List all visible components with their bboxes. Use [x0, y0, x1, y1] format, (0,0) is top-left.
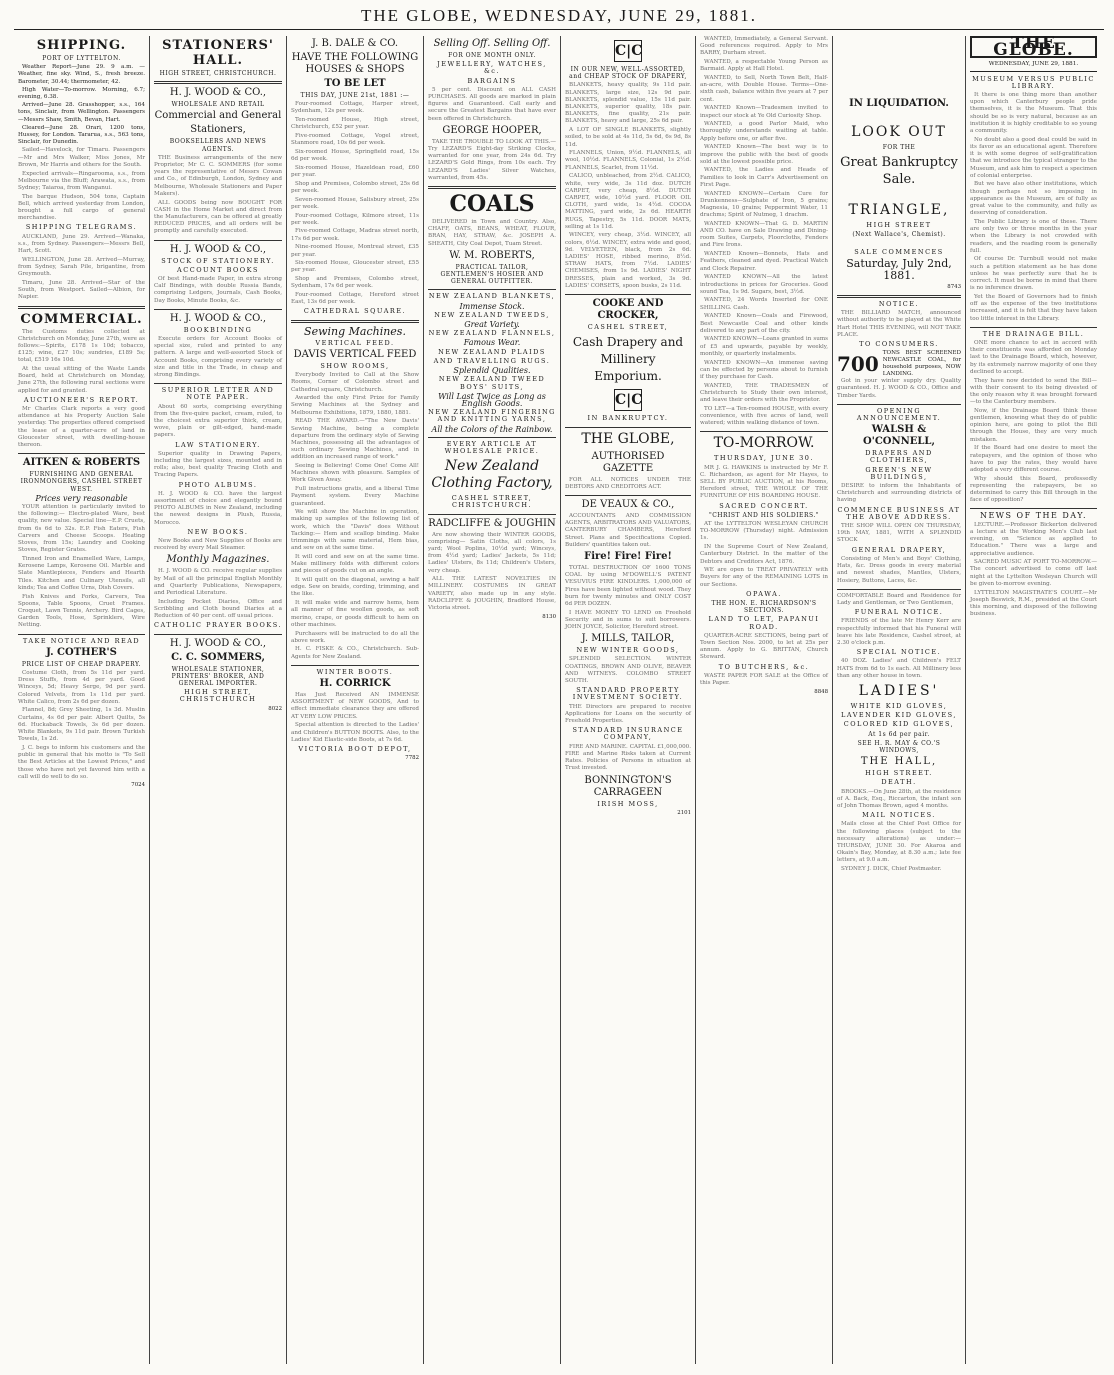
editorial-date: WEDNESDAY, JUNE 29, 1881.	[970, 61, 1097, 71]
ad-number: 8130	[542, 613, 556, 620]
opening-announcement: OPENING ANNOUNCEMENT.	[856, 406, 942, 423]
mills-text: SPLENDID SELECTION. WINTER COATINGS, BROWN AND OLIVE, BEAVER AND WITNEYS. COLOMBO STREET SOUTH.	[565, 656, 691, 685]
jewellery: JEWELLERY, WATCHES, &c.	[437, 60, 547, 76]
drainage-text: ONE more chance to act in accord with their constituents was afforded on Monday last to the Drainage Board, which, however, by its extremely narrow majority of one they declined to accept. They have now decided to send the Bill—with their consent to its being divested of the only reason why it was brought forward—to the Canterbury members. Now, if the Drainage Board think these gentlemen, knowing what they do of public opinion here, are going to pilot the Bill through the House, they are very much mistaken. If the Board had one desire to meet the ratepayers, and the opinion of those who have to pay the rates, they would have adopted a very different course. Why should this Board, professedly representing the ratepayers, be so determined to carry this Bill through in the face of opposition?	[970, 340, 1097, 504]
mail-text: Mails close at the Chief Post Office for the following places (subject to the necessary alterations) as under:— THURSDAY, JUNE 30. For Akaroa and Okain's Bay, Monday, at 8.30 a.m.; late fee letters, at 9.0 a.m. SYDNEY J. DICK, Chief Postmaster.	[837, 821, 961, 873]
great-variety: Great Variety.	[464, 320, 520, 330]
in-bankruptcy: IN BANKRUPTCY.	[587, 414, 669, 423]
column-stationers	[150, 36, 287, 1364]
carrageen: BONNINGTON'S CARRAGEEN	[584, 774, 672, 798]
divider	[18, 306, 145, 309]
superior-text: About 60 sorts, comprising everything from the five-quire packet, cream, ruled, to the choicest extra superior thick, cream, wove, plain or gilt-edged, hand-made papers.	[154, 403, 282, 439]
sommers-sub: WHOLESALE STATIONER, PRINTERS' BROKER, AND GENERAL IMPORTER.	[171, 665, 265, 687]
commence-business: COMMENCE BUSINESS AT THE ABOVE ADDRESS.	[837, 505, 961, 521]
bookbinding: BOOKBINDING	[183, 325, 253, 334]
museum-text: It there is one thing more than another upon which Canterbury people pride themselves, it is the Museum. That this should be so is very natural, because as an institution it is highly creditable to so young a community. No doubt also a good deal could be said in its favor as an educational agent. Therefore it is with some degree of self-gratification that we introduce the typical stranger to the Museum, and ask him to respect a specimen of colonial enterprise. But we have also other institutions, which though perhaps not so imposing in appearance as the Museum, are of fully as great value to the community, and fully as deserving of consideration. The Public Library is one of these. There are only two or three months in the year when the Library is not crowded with readers, and the reading room is generally full. Of course Dr. Turnbull would not make such a petition statement as he has done unless he was perfectly sure that he is correct. It must be borne in mind that there is no inference drawn. Yet the Board of Governors had to finish off as the expense of the two institutions increased, and it is felt that they have taken too little interest in the Library.	[970, 92, 1097, 322]
stationers-text: THE Business arrangements of the new Proprietor, Mr C. C. SOMMERS (for some years the representative of Messrs Cowan and Co., of Edinburgh, London, Sydney and Melbourne, Wholesale Stationers and Paper Makers). ALL GOODS being now BOUGHT FOR CASH in the Home Market and direct from the Manufacturers, can be offered at greatly REDUCED PRICES, and all orders will be promptly and carefully executed.	[154, 154, 282, 235]
monthly-magazines: Monthly Magazines.	[166, 554, 270, 566]
divider	[970, 508, 1097, 509]
wholesale-price: EVERY ARTICLE AT WHOLESALE PRICE.	[444, 439, 540, 455]
fingering-yarns: NEW ZEALAND FINGERING AND KNITTING YARNS,	[428, 408, 556, 424]
ad-number: 7024	[131, 782, 145, 789]
telegram-text: AUCKLAND, June 29. Arrived—Wanaka, s.s., from Sydney. Passengers—Messrs Bell, Hart, Scott. WELLINGTON, June 28. Arrived—Murray, from Sydney, Sarah Pile, brigantine, from Greymouth. Timaru, June 28. Arrived—Star of the South, from Westport. Sailed—Albion, for Napier.	[18, 233, 145, 301]
divider	[970, 327, 1097, 328]
divider	[837, 404, 961, 405]
greens-buildings: GREEN'S NEW BUILDINGS,	[865, 465, 933, 481]
ad-number: 8848	[814, 688, 828, 695]
drainage-heading: THE DRAINAGE BILL.	[982, 329, 1085, 338]
column-dale	[287, 36, 424, 1364]
divider	[154, 634, 282, 635]
splendid-qualities: Splendid Qualities.	[453, 366, 531, 376]
notice: NOTICE.	[878, 300, 920, 309]
standard-insurance: STANDARD INSURANCE COMPANY,	[572, 726, 684, 742]
divider	[18, 634, 145, 635]
nz-tweeds: NEW ZEALAND TWEEDS,	[434, 310, 550, 319]
globe-title-box	[970, 36, 1097, 61]
nz-plaids: NEW ZEALAND PLAIDS	[438, 347, 546, 356]
coal-text: TONS BEST SCREENED NEWCASTLE COAL, for household purposes, NOW LANDING.	[882, 350, 961, 378]
great-bankruptcy-sale: Great Bankruptcy Sale.	[840, 155, 958, 188]
port-heading: PORT OF LYTTELTON.	[42, 55, 121, 62]
gazette-text: FOR ALL NOTICES UNDER THE DEBTORS AND CREDITORS ACT.	[565, 476, 691, 490]
law-stationery: LAW STATIONERY.	[175, 440, 261, 449]
aitken-roberts: AITKEN & ROBERTS	[22, 457, 141, 469]
hooper: GEORGE HOOPER,	[442, 124, 542, 136]
column-shipping	[14, 36, 150, 1364]
bargains: BARGAINS	[467, 76, 517, 85]
opawa: OPAWA.	[746, 589, 782, 598]
nz-flannels: NEW ZEALAND FLANNELS,	[428, 329, 556, 338]
immense-stock: Immense Stock.	[459, 301, 525, 311]
coals-text: DELIVERED in Town and Country. Also, CHAFF, OATS, BEANS, WHEAT, FLOUR, BRAN, HAY, STRAW, &c. JOSEPH A. SHEATH, City Coal Depot, Tuam Street.	[428, 219, 556, 247]
special-text: 40 DOZ. Ladies' and Children's FELT HATS from 6d to 1s each. All Millinery less than any other house in town.	[837, 658, 961, 679]
cleared: Cleared—June 28. Orari, 1200 tons, Hussey, for London. Tararua, s.s., 563 tons, Sinclair, for Dunedin.	[18, 124, 145, 146]
divider	[837, 589, 961, 590]
column-wanted	[696, 36, 833, 1364]
photo-text: H. J. WOOD & CO. have the largest assortment of choice and elegantly bound PHOTO ALBUMS in New Zealand, including the newest designs in Plush, Russia, Morocco.	[154, 490, 282, 526]
special-notice: SPECIAL NOTICE.	[856, 648, 942, 657]
firm-line1: Commercial and General	[154, 110, 282, 122]
comfortable-text: COMFORTABLE Board and Residence for Lady and Gentleman, or Two Gentlemen,	[837, 592, 961, 606]
new-books: NEW BOOKS.	[187, 527, 249, 536]
authorised-gazette: AUTHORISED GAZETTE	[591, 450, 665, 474]
vertical-feed: VERTICAL FEED.	[315, 338, 395, 347]
divider	[565, 427, 691, 428]
shipping-heading: SHIPPING.	[36, 38, 127, 53]
masthead: THE GLOBE, WEDNESDAY, JUNE 29, 1881.	[14, 6, 1104, 30]
for-the: FOR THE	[882, 144, 916, 151]
spacer	[837, 36, 961, 96]
houses-heading: HAVE THE FOLLOWING HOUSES & SHOPS	[291, 52, 419, 75]
commercial-text: The Customs duties collected at Christchurch on Monday, June 27th, were as follows:—Spirits, £178 1s 10d; tobacco, £125; wine, £27 10s; sundries, £189 5s; total, £519 16s 10d. At the usual sitting of the Waste Lands Board, held at Christchurch on Monday, June 27th, the following rural sections were applied for and granted.	[18, 328, 145, 394]
high-street: HIGH STREET	[866, 221, 932, 230]
nz-blankets: NEW ZEALAND BLANKETS,	[428, 292, 556, 301]
to-morrow: TO-MORROW.	[713, 435, 815, 452]
shipping-text: Sailed—Havelock, for Timaru. Passengers—Mr and Mrs Walker, Miss Jones, Mr Brown, Mr Harris and others for the South. Expected arrivals—Ringarooma, s.s., from Melbourne via the Bluff; Arawata, s.s., from Sydney; Taiaroa, from Wanganui. The barque Hudson, 504 tons, Captain Bell, which arrived yesterday from London, brought a full cargo of general merchandise.	[18, 147, 145, 222]
weather-report: Weather Report—June 29. 9 a.m. — Weather, fine sky. Wind, S., fresh breeze. Barometer, 30.44; thermometer, 42.	[18, 64, 145, 85]
famous-wear: Famous Wear.	[463, 338, 521, 348]
walsh-oconnell: WALSH & O'CONNELL,	[863, 424, 935, 448]
the-globe-ad: THE GLOBE,	[581, 430, 675, 447]
butchers-text: WASTE PAPER FOR SALE at the Office of this Paper.	[700, 672, 828, 687]
winter-boots: WINTER BOOTS.	[316, 667, 394, 676]
superior-paper: SUPERIOR LETTER AND NOTE PAPER.	[161, 386, 275, 402]
divider	[428, 437, 556, 438]
coal-filler: Got in your winter supply dry. Quality guaranteed. H. J. WOOD & CO., Office and Timber Yards.	[837, 378, 961, 399]
sacred-concert: SACRED CONCERT.	[719, 501, 809, 510]
radcliffe: RADCLIFFE & JOUGHIN	[428, 517, 556, 529]
column-liquidation	[833, 36, 966, 1364]
law-text: Superior quality in Drawing Papers, including the largest sizes, mounted and in rolls; also, best quality Tracing Cloth and Tracing Papers.	[154, 450, 282, 479]
standard-society: STANDARD PROPERTY INVESTMENT SOCIETY.	[572, 686, 684, 702]
death-text: BROOKS.—On June 28th, at the residence of A. Back, Esq., Riccarton, the infant son of John Thomas Brown, aged 4 months.	[837, 788, 961, 809]
sale-commences: SALE COMMENCES	[854, 247, 944, 256]
in-liquidation: IN LIQUIDATION.	[849, 98, 949, 109]
selling-off: Selling Off. Selling Off.	[433, 38, 551, 49]
corrick: H. CORRICK	[319, 678, 391, 690]
new-winter-goods: NEW WINTER GOODS,	[576, 646, 680, 655]
the-hall: THE HALL,	[860, 756, 938, 768]
fire-fire: Fire! Fire! Fire!	[584, 550, 672, 562]
mills-tailor: J. MILLS, TAILOR,	[581, 633, 675, 645]
hooper-text: 5 per cent. Discount on ALL CASH PURCHASES. All goods are marked in plain figures and Guaranteed. Call early and secure the Greatest Bargains that have ever been offered in Christchurch.	[428, 86, 556, 122]
cother-text: Costume Cloth, from 5s 11d per yard. Dress Stuffs, from 4d per yard. Good Winceys, 5d; Heavy Serge, 9d per yard. Colored Velvets, from 1s 11d per yard. White Calico, from 2s 6d per dozen. Flannel, 8d; Grey Sheeting, 1s 3d. Muslin Curtains, 4s 6d per pair. Albert Quilts, 5s 6d. Huckaback Towels, 3s 6d per dozen. White Blankets, 9s 11d pair. Brown Turkish Towels, 1s 2d. J. C. begs to inform his customers and the public in general that his motto is "To Sell the Best Articles at the Lowest Prices," and those who have not yet favored him with a call will do well to do so.	[18, 669, 145, 780]
davis-vertical-feed: DAVIS VERTICAL FEED	[293, 348, 417, 360]
firm-line2: Stationers,	[190, 124, 246, 136]
land-to-let: LAND TO LET, PAPANUI ROAD.	[708, 615, 820, 631]
bookbinding-text: Execute orders for Account Books of special size, ruled and printed to any pattern. A large and well-assorted Stock of Account Books, comprising every variety of size and title in the Trade, in cheap and strong Bindings.	[154, 335, 282, 378]
tons-count: 700	[837, 351, 879, 376]
commercial-heading: COMMERCIAL.	[20, 311, 143, 327]
drapers-clothiers: DRAPERS AND CLOTHIERS,	[865, 449, 933, 465]
price-per-pair: At 1s 6d per pair.	[868, 730, 930, 738]
to-butchers: TO BUTCHERS, &c.	[718, 662, 810, 671]
walsh-text2: THE SHOP WILL OPEN ON THURSDAY, 19th MAY, 1881, WITH A SPLENDID STOCK	[837, 523, 961, 544]
christ-soldiers: "CHRIST AND HIS SOLDIERS."	[708, 511, 820, 519]
sale-text: MR J. G. HAWKINS is instructed by Mr F. C. Richardson, as agent for Mr Hayes, to SELL BY PUBLIC AUCTION, at his Rooms, Hereford street, THE WHOLE OF THE FURNITURE OF HIS BOARDING HOUSE.	[700, 464, 828, 500]
death: DEATH.	[881, 778, 917, 787]
well-assorted: IN OUR NEW, WELL-ASSORTED, and CHEAP STOCK OF DRAPERY,	[569, 66, 687, 81]
cc-logo-text: C|C	[614, 389, 642, 411]
aitken-sub: FURNISHING AND GENERAL IRONMONGERS, CASHEL STREET WEST.	[20, 471, 143, 493]
walsh-text: DESIRE to inform the Inhabitants of Christchurch and surrounding districts of having	[837, 483, 961, 504]
next-wallace: (Next Wallace's, Chemist).	[852, 231, 946, 239]
divider	[700, 431, 828, 432]
magazine-text: H. J. WOOD & CO. receive regular supplies by Mail of all the principal English Monthly and Quarterly Publications, Newspapers, and Periodical Literature. Including Pocket Diaries, Office and Scribbling and Cloth bound Diaries at a Reduction of 40 per cent. off usual prices.	[154, 568, 282, 620]
boys-suits: NEW ZEALAND TWEED BOYS' SUITS,	[438, 375, 546, 391]
aitken-text: YOUR attention is particularly invited to the following:— Electro-plated Ware, best quality, new value. Special line—E.P. Cruets, from 6s 6d to 32s. E.P. Fish Eaters, Fish Carvers and Cheese Scoops. Heating Stoves, from 15s; Laundry and Cooking Stoves, Register Grates. Tinned Iron and Enamelled Ware, Lamps, Kerosene Lamps, Kerosene Oil. Marble and Slate Mantlepieces, Fenders and Hearth Tiles. Kitchen and Culinary Utensils, all kinds; Tea and Coffee Urns, Dish Covers. Fish Knives and Forks, Carvers, Tea Spoons, Table Spoons, Cruet Frames. Croquet, Lawn Tennis, Archery. Bird Cages, Garden Tools, Hose, Sprinklers, Wire Netting.	[18, 504, 145, 629]
take-notice: TAKE NOTICE AND READ	[22, 636, 141, 645]
cash-drapery: Cash Drapery and Millinery Emporium.	[572, 335, 684, 384]
divider	[291, 665, 419, 666]
walsh-text3: Consisting of Men's and Boys' Clothing, Hats, &c. Dress goods in every material and newest shades, Mantles, Ulsters, Hosiery, Buttons, Laces, &c.	[837, 555, 961, 584]
museum-heading: MUSEUM VERSUS PUBLIC LIBRARY.	[972, 74, 1095, 90]
column-selling-off	[424, 36, 561, 1364]
hall-address: HIGH STREET.	[865, 769, 933, 778]
divider	[565, 495, 691, 496]
sewing-text: Everybody Invited to Call at the Show Rooms, Corner of Colombo street and Cathedral square, Christchurch. Awarded the only First Prize for Family Sewing Machines at the Sydney and Melbourne Exhibitions, 1879, 1880, 1881. READ THE AWARD.—"The New Davis' Sewing Machine, being a complete departure from the ordinary style of Sewing Machines, possessing all the advantages of such ordinary Sewing Machines, and in addition an increased range of work." Seeing is Believing! Come One! Come All! Machines shown with pleasure. Samples of Work Given Away. Full instructions gratis, and a liberal Time Payment system. Every Machine guaranteed. We will show the Machine in operation, making up samples of the following list of work, which the "Davis" does Without Tacking:— Hem and scallop binding. Make trimmings with same material, Hem bias, and sew on at the same time. It will cord and sew on at the same time. Make millinery folds with different colors and pieces of goods cut on an angle. It will quilt on the diagonal, sewing a half edge. Sew on braids, cording, trimming, and the like. It will make wide and narrow hems, hem all manner of fine woollen goods, as soft merino, crape, or goods difficult to hem on other machines. Purchasers will be instructed to do all the above work. H. C. FISKE & CO., Christchurch. Sub-Agents for New Zealand.	[291, 372, 419, 660]
travelling-rugs: AND TRAVELLING RUGS.	[433, 356, 551, 365]
books-text: New Books and New Supplies of Books are received by every Mail Steamer.	[154, 538, 282, 552]
prices-note: Prices very reasonable	[35, 493, 128, 503]
divider	[18, 453, 145, 454]
thursday-date: THURSDAY, JUNE 30.	[714, 454, 814, 463]
irish-moss: IRISH MOSS,	[597, 799, 659, 808]
firm-name: H. J. WOOD & CO.,	[169, 312, 267, 324]
divider	[154, 81, 282, 84]
dale-heading: J. B. DALE & CO.	[311, 38, 399, 49]
houses-list: Four-roomed Cottage, Harper street, Sydenham, 12s per week. Ten-roomed House, High street, Christchurch, £52 per year. Five-roomed Cottage, Vogel street, Stanmore road, 10s 6d per week. Six-roomed House, Springfield road, 15s 6d per week. Six-roomed House, Hazeldean road, £60 per year. Shop and Premises, Colombo street, 25s 6d per week. Seven-roomed House, Salisbury street, 25s per week. Four-roomed Cottage, Kilmore street, 11s per week. Five-roomed Cottage, Madras street north, 17s 6d per week. Nine-roomed House, Montreal street, £35 per year. Six-roomed House, Gloucester street, £55 per year. Shop and Premises, Colombo street, Sydenham, 17s 6d per week. Four-roomed Cottage, Hereford street East, 13s 6d per week.	[291, 101, 419, 306]
divider	[837, 295, 961, 298]
fire-text: TOTAL DESTRUCTION OF 1600 TONS COAL by using M'DOWELL'S PATENT VESUVIUS FIRE KINDLERS. 1,000,000 of Fires have been lighted without wood. They burn for twenty minutes and ONLY COST 6d PER DOZEN. I HAVE MONEY TO LEND on Freehold Security and in sums to suit borrowers. JOHN JOYCE, Solicitor, Hereford street.	[565, 564, 691, 631]
colored-kid-gloves: COLORED KID GLOVES,	[843, 720, 955, 729]
sommers-address: HIGH STREET, CHRISTCHURCH	[179, 688, 257, 704]
divider	[428, 186, 556, 189]
corrick-text: Has Just Received AN IMMENSE ASSORTMENT of NEW GOODS, And to effect immediate clearance they are offered AT VERY LOW PRICES. Special attention is directed to the Ladies' and Children's BUTTON BOOTS. Also, to the Ladies' Kid Elastic-side Boots, at 7s 6d.	[291, 692, 419, 743]
victoria-boot-depot: VICTORIA BOOT DEPOT,	[298, 744, 412, 753]
drapery-list: BLANKETS, heavy quality, 9s 11d pair. BLANKETS, large size, 12s 9d pair. BLANKETS, splendid value, 15s 11d pair. BLANKETS, superior quality, 18s pair. BLANKETS, fine quality, 21s pair. BLANKETS, heavy and large, 25s 6d pair. A LOT OF SINGLE BLANKETS, slightly soiled, to be sold at 4s 11d, 5s 6d, 6s 9d, 8s 11d. FLANNELS, Union, 9½d. FLANNELS, all wool, 10½d. FLANNELS, Colonial, 1s 2½d. FLANNELS, Scarlet, from 11½d. CALICO, unbleached, from 2½d. CALICO, white, very wide, 3s 11d doz. DUTCH CARPET, very cheap, 8½d. DUTCH CARPET, wide, 10½d yard. FLOOR OIL CLOTH, yard wide, 1s 4½d. COCOA MATTING, yard wide, 2s 6d. HEARTH RUGS, Tapestry, 5s 11d. DOOR MATS, selling at 1s 11d. WINCEY, very cheap, 3½d. WINCEY, all colors, 6½d. WINCEY, extra wide and good, 9d. VELVETEEN, black, from 2s 6d. LADIES' HOSE, ribbed merino, 8½d. STRAW HATS, from 7½d. LADIES' CHEMISES, from 1s 9d. LADIES' NIGHT DRESSES, plain and worked, 3s 9d. LADIES' CORSETS, spoon busks, 2s 11d.	[565, 82, 691, 289]
cashel-street: CASHEL STREET,	[587, 323, 669, 332]
column-editorial	[966, 36, 1101, 1364]
account-text: Of best Hand-made Paper, in extra strong Calf Bindings, with double Russia Bands, comprising Ledgers, Journals, Cash Books, Day Books, Minute Books, &c.	[154, 275, 282, 304]
arrived: Arrived—June 28. Grasshopper, s.s., 164 tons, Sinclair, from Wellington. Passengers—Messrs Shaw, Smith, Bevan, Hart.	[18, 102, 145, 123]
ad-number: 8743	[947, 283, 961, 290]
stationers-heading: STATIONERS' HALL.	[162, 38, 274, 68]
one-month: FOR ONE MONTH ONLY.	[448, 52, 536, 59]
wanted-ads: WANTED, Immediately, a General Servant. Good references required. Apply to Mrs BARRY, Durham street. WANTED, a respectable Young Person as Barmaid. Apply at Hall Hotel. WANTED, to Sell, North Town Belt, Half-an-acre, with Double House. Terms—One-sixth cash, balance within five years at 7 per cent. WANTED Known—Tradesmen invited to inspect our stock at Ye Old Curiosity Shop. WANTED, a good Parlor Maid, who thoroughly understands waiting at table. Apply before one, or after five. WANTED Known—The best way is to improve the public with the best of goods sold at the lowest possible price. WANTED, the Ladies and Heads of Families to look in Carr's Advertisement on First Page. WANTED KNOWN—Certain Cure for Drunkenness—Sulphate of Iron, 5 grains; Magnesia, 10 grains; Peppermint Water, 11 drachms; Spirit of Nutmeg, 1 drachm. WANTED KNOWN—That G. D. MARTIN AND CO. have on Sale Drawing and Dining-room Suites, Carpets, Floorcloths, Fenders and Fire Irons. WANTED Known—Bonnets, Hats and Feathers, cleaned and dyed. Practical Watch and Clock Repairer. WANTED KNOWN—All the latest introductions in prices for Groceries. Good sound Tea, 1s 9d. Sugars, best, 3½d. WANTED, 24 Words Inserted for ONE SHILLING. Cash. WANTED Known—Coals and Firewood, Best Newcastle Coal and other kinds delivered to any part of the city. WANTED KNOWN—Loans granted in sums of £5 and upwards, payable by weekly, monthly, or quarterly instalments. WANTED KNOWN—An immense saving can be effected by persons about to furnish if they purchase for Cash. WANTED, THE TRADESMEN of Christchurch to Study their own interest, and leave their orders with the Proprietor. TO LET—a Ten-roomed HOUSE, with every convenience, with five acres of land, well watered; within walking distance of town.	[700, 36, 828, 427]
devaux-text: ACCOUNTANTS AND COMMISSION AGENTS, ARBITRATORS AND VALUATORS, CANTERBURY CHAMBERS, Hereford Street. Plans and Specifications Copied. Builders' quantities taken out.	[565, 512, 691, 548]
firm-name: H. J. WOOD & CO.,	[169, 87, 267, 99]
catholic-prayer-books: CATHOLIC PRAYER BOOKS.	[154, 621, 282, 630]
firm-sub: WHOLESALE AND RETAIL	[171, 101, 265, 109]
coals-heading: COALS	[449, 191, 535, 218]
billiard-text: THE BILLIARD MATCH, announced without authority to be played at the White Hart Hotel THIS EVENING, will NOT TAKE PLACE.	[837, 310, 961, 338]
funeral-notice: FUNERAL NOTICE.	[854, 608, 944, 617]
news-text: LECTURE.—Professor Bickerton delivered a lecture at the Working Men's Club last evening, on "Science as applied to Education." There was a large and appreciative audience. SACRED MUSIC AT PORT TO-MORROW.—The concert advertised to come off last night at the Lyttelton Wesleyan Church will be given to-morrow evening. LYTTELTON MAGISTRATE'S COURT.—Mr Joseph Beswick, R.M., presided at the Court this morning, and disposed of the following business.	[970, 521, 1097, 618]
radcliffe-text: Are now showing their WINTER GOODS, comprising— Satin Cloths, all colors, 1s yard; Wool Poplins, 10½d yard; Winceys, from 4½d yard; Ladies' Jackets, 5s 11d; Ladies' Ulsters, 8s 11d; Children's Ulsters, very cheap. ALL THE LATEST NOVELTIES IN MILLINERY. COSTUMES IN GREAT VARIETY, also made up in any style. RADCLIFFE & JOUGHIN, Bradford House, Victoria street.	[428, 531, 556, 612]
divider	[154, 309, 282, 310]
land-text: QUARTER-ACRE SECTIONS, being part of Town Section Nos. 2000, to let at 25s per annum. Apply to G. BRITTAN, Church Steward.	[700, 632, 828, 661]
account-books: ACCOUNT BOOKS	[177, 265, 259, 274]
sommers-name: C. C. SOMMERS,	[171, 651, 265, 663]
english-goods: Will Last Twice as Long as English Goods.	[438, 391, 546, 408]
cc-logo	[565, 40, 691, 62]
cother-sub: PRICE LIST OF CHEAP DRAPERY.	[21, 660, 142, 668]
may-windows: SEE H. R. MAY & CO.'S WINDOWS,	[857, 739, 941, 754]
divider	[154, 383, 282, 384]
firm-name: H. J. WOOD & CO.,	[169, 243, 267, 255]
coal-ad	[837, 350, 961, 378]
standard-text: THE Directors are prepared to receive Applications for Loans on the security of Freehold Properties.	[565, 703, 691, 725]
to-consumers: TO CONSUMERS.	[859, 340, 939, 349]
funeral-text: FRIENDS of the late Mr Henry Kerr are respectfully informed that his Funeral will leave his late Residence, Cashel street, at 2.30 o'clock p.m.	[837, 618, 961, 646]
lavender-kid-gloves: LAVENDER KID GLOVES,	[841, 711, 957, 720]
roberts: W. M. ROBERTS,	[449, 249, 535, 261]
devaux: DE VEAUX & CO.,	[581, 498, 675, 510]
to-be-let: TO BE LET	[324, 78, 386, 89]
show-rooms: SHOW ROOMS,	[320, 361, 390, 370]
ladies: LADIES'	[858, 682, 940, 699]
photo-albums: PHOTO ALBUMS.	[178, 480, 258, 489]
general-drapery: GENERAL DRAPERY,	[851, 545, 947, 554]
ad-number: 2101	[677, 809, 691, 816]
cathedral-square: CATHEDRAL SQUARE.	[303, 307, 407, 316]
stock-of-stationery: STOCK OF STATIONERY.	[161, 256, 275, 265]
divider	[154, 240, 282, 241]
rainbow-colors: All the Colors of the Rainbow.	[431, 424, 553, 434]
high-water: High Water—To-morrow. Morning, 6.7; evening, 6.38.	[18, 86, 145, 101]
roberts-sub: PRACTICAL TAILOR, GENTLEMEN'S HOSIER AND GENERAL OUTFITTER.	[440, 263, 544, 286]
saturday-date: Saturday, July 2nd, 1881.	[846, 256, 952, 282]
cooke-crocker: COOKE AND CROCKER,	[592, 298, 664, 322]
globe-title: THE GLOBE.	[993, 36, 1074, 61]
ad-number: 8022	[268, 705, 282, 712]
divider	[565, 294, 691, 295]
factory-address: CASHEL STREET, CHRISTCHURCH.	[451, 494, 533, 510]
mail-notices: MAIL NOTICES.	[862, 811, 936, 820]
cc-logo-text: C|C	[614, 40, 642, 62]
columns	[14, 36, 1104, 1364]
divider	[291, 320, 419, 323]
cc-logo	[565, 389, 691, 411]
look-out: LOOK OUT	[851, 124, 947, 140]
ad-number: 7782	[405, 755, 419, 762]
column-drapery	[561, 36, 696, 1364]
telegrams-heading: SHIPPING TELEGRAMS.	[25, 223, 138, 232]
auctioneers-text: Mr Charles Clark reports a very good attendance at his Property Auction Sale yesterday. The properties offered comprised the lease of a quarter-acre of land in Gloucester street, with dwelling-house thereon.	[18, 406, 145, 449]
divider	[428, 289, 556, 290]
this-day: THIS DAY, JUNE 21st, 1881 :—	[300, 92, 410, 99]
firm-line3: BOOKSELLERS AND NEWS AGENTS.	[169, 138, 267, 153]
auctioneers-heading: AUCTIONEER'S REPORT.	[23, 395, 140, 404]
white-kid-gloves: WHITE KID GLOVES,	[850, 701, 948, 710]
insurance-text: FIRE AND MARINE. CAPITAL £1,000,000. FIRE and Marine Risks taken at Current Rates. Policies of Persons in situation at Trust invested.	[565, 743, 691, 772]
clothing-factory: New Zealand Clothing Factory,	[431, 458, 553, 492]
cother-heading: J. COTHER'S	[46, 646, 117, 658]
divider	[428, 514, 556, 515]
lezards: TAKE THE TROUBLE TO LOOK AT THIS.— Try LEZARD'S Eight-day Striking Clocks, warranted for one year, from 24s 6d. Try LEZARD'S Gold Rings, from 10s each. Try LEZARD'S Ladies' Silver Watches, warranted, from 45s.	[428, 138, 556, 181]
sewing-machines: Sewing Machines.	[304, 324, 406, 338]
triangle: TRIANGLE,	[848, 202, 950, 219]
stationers-sub: HIGH STREET, CHRISTCHURCH.	[159, 70, 277, 77]
concert-text: AT the LYTTELTON WESLEYAN CHURCH TO-MORROW (Thursday) night. Admission 1s. IN the Supreme Court of New Zealand, Canterbury District. In the matter of the Debtors and Creditors Act, 1876. WE are open to TREAT PRIVATELY with Buyers for any of the REMAINING LOTS in our Sections.	[700, 520, 828, 588]
firm-name: H. J. WOOD & CO.,	[169, 637, 267, 649]
news-heading: NEWS OF THE DAY.	[979, 511, 1088, 521]
richardson-sections: THE HON. E. RICHARDSON'S SECTIONS.	[711, 600, 817, 615]
